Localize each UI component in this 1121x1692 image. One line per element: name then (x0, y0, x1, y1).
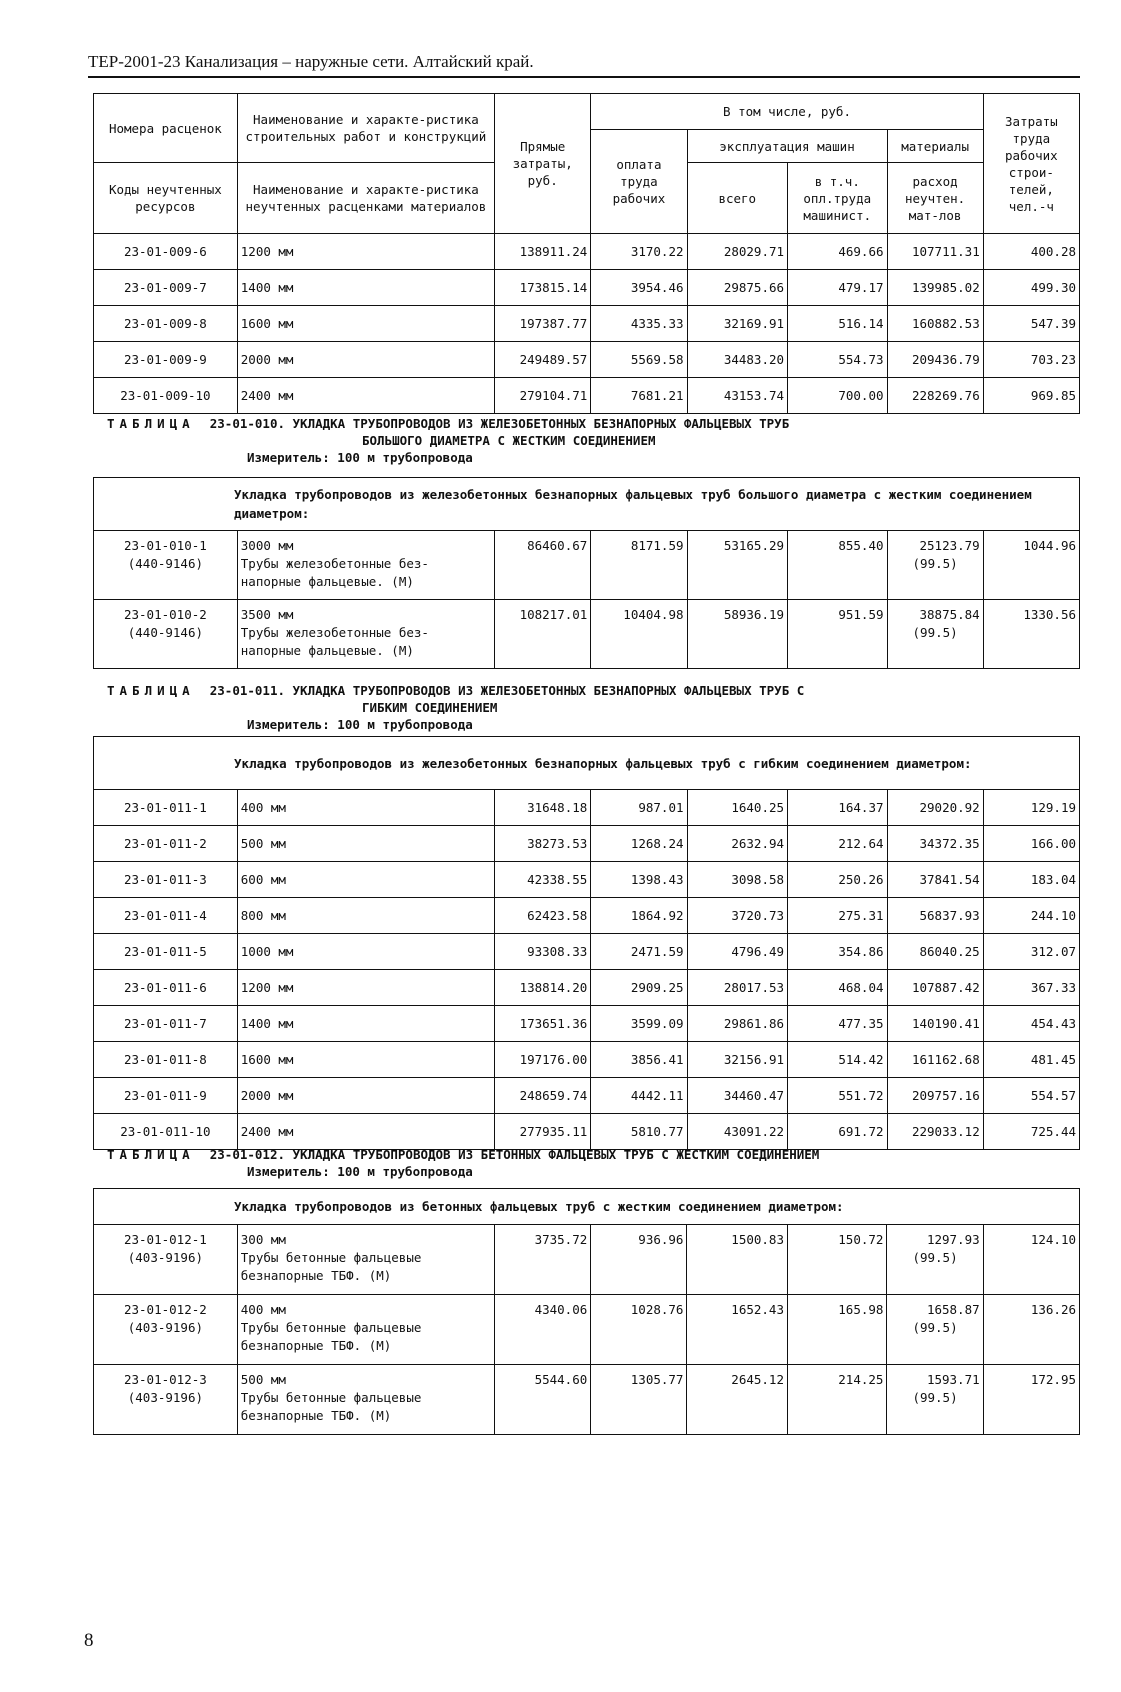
machines-operators: 551.72 (788, 1078, 887, 1114)
labor-hours: 400.28 (983, 234, 1079, 270)
resource-code: (403-9196) (127, 1390, 204, 1405)
direct-cost: 197387.77 (495, 306, 591, 342)
rates-table-012 (93, 1188, 1080, 1435)
work-name: 1400 мм (237, 270, 494, 306)
col-header-labor-pay: оплата труда рабочих (591, 130, 687, 234)
labor-pay: 1398.43 (591, 862, 687, 898)
materials: 25123.79 (919, 538, 980, 553)
work-name: 1600 мм (237, 1042, 494, 1078)
materials-cell (887, 600, 983, 669)
work-name: 600 мм (237, 862, 494, 898)
machines-operators: 468.04 (788, 970, 887, 1006)
section-011-title: ТАБЛИЦА 23-01-011. УКЛАДКА ТРУБОПРОВОДОВ ИЗ ЖЕЛЕЗОБЕТОННЫХ БЕЗНАПОРНЫХ ФАЛЬЦЕВЫХ ТРУБ С ГИБКИМ СОЕДИНЕНИЕМ Измеритель: 100 м трубопровода (107, 683, 805, 732)
work-name: 500 мм (237, 826, 494, 862)
table-row (94, 270, 1080, 306)
machines-total: 34460.47 (687, 1078, 788, 1114)
labor-pay: 936.96 (591, 1225, 687, 1295)
work-name: 1400 мм (237, 1006, 494, 1042)
work-name: 2000 мм (237, 342, 494, 378)
rate-code-cell (94, 531, 238, 600)
machines-total: 28017.53 (687, 970, 788, 1006)
materials-expense: (99.5) (912, 1390, 958, 1405)
labor-pay: 5810.77 (591, 1114, 687, 1150)
labor-pay: 4335.33 (591, 306, 687, 342)
labor-pay: 987.01 (591, 790, 687, 826)
table-row (94, 342, 1080, 378)
col-header-including-rub: В том числе, руб. (591, 94, 983, 130)
resource-code: (403-9196) (127, 1320, 204, 1335)
rate-code-cell (94, 1295, 238, 1365)
col-header-materials-expense: расход неучтен. мат-лов (887, 163, 983, 234)
rate-code: 23-01-011-10 (94, 1114, 238, 1150)
col-header-name-bottom: Наименование и характе-ристика неучтенных расценками материалов (237, 163, 494, 234)
materials: 209436.79 (887, 342, 983, 378)
rate-code: 23-01-009-7 (94, 270, 238, 306)
machines-total: 3720.73 (687, 898, 788, 934)
labor-pay: 4442.11 (591, 1078, 687, 1114)
labor-hours: 481.45 (983, 1042, 1079, 1078)
machines-total: 1500.83 (687, 1225, 788, 1295)
labor-hours: 312.07 (983, 934, 1079, 970)
section-010-intro: Укладка трубопроводов из железобетонных безнапорных фальцевых труб большого диаметра с жестким соединением диаметром: (94, 478, 1080, 531)
materials: 29020.92 (887, 790, 983, 826)
table-row (94, 1042, 1080, 1078)
materials-expense: (99.5) (912, 556, 958, 571)
table-row (94, 1365, 1080, 1435)
rate-code: 23-01-010-2 (123, 607, 207, 622)
materials: 1658.87 (926, 1302, 980, 1317)
machines-operators: 514.42 (788, 1042, 887, 1078)
materials-cell (887, 1295, 983, 1365)
machines-operators: 250.26 (788, 862, 887, 898)
direct-cost: 42338.55 (495, 862, 591, 898)
materials: 107887.42 (887, 970, 983, 1006)
section-011-intro: Укладка трубопроводов из железобетонных безнапорных фальцевых труб с гибким соединением диаметром: (94, 737, 1080, 790)
labor-pay: 3954.46 (591, 270, 687, 306)
materials: 86040.25 (887, 934, 983, 970)
machines-total: 1652.43 (687, 1295, 788, 1365)
materials-cell (887, 1365, 983, 1435)
col-header-machines: эксплуатация машин (687, 130, 887, 163)
page-number: 8 (84, 1630, 94, 1651)
machines-operators: 479.17 (788, 270, 887, 306)
direct-cost: 3735.72 (495, 1225, 591, 1295)
machines-total: 43153.74 (687, 378, 788, 414)
materials-cell (887, 1225, 983, 1295)
labor-hours: 244.10 (983, 898, 1079, 934)
labor-hours: 183.04 (983, 862, 1079, 898)
machines-total: 1640.25 (687, 790, 788, 826)
col-header-materials: материалы (887, 130, 983, 163)
direct-cost: 173651.36 (495, 1006, 591, 1042)
machines-total: 32169.91 (687, 306, 788, 342)
labor-hours: 136.26 (983, 1295, 1079, 1365)
materials: 160882.53 (887, 306, 983, 342)
col-header-labor-hours: Затраты труда рабочих строи-телей, чел.-ч (983, 94, 1079, 234)
page-header: ТЕР-2001-23 Канализация – наружные сети. Алтайский край. (88, 52, 1080, 78)
direct-cost: 248659.74 (495, 1078, 591, 1114)
rate-code: 23-01-011-8 (94, 1042, 238, 1078)
labor-hours: 969.85 (983, 378, 1079, 414)
direct-cost: 108217.01 (495, 600, 591, 669)
labor-pay: 1028.76 (591, 1295, 687, 1365)
col-header-direct-cost: Прямые затраты, руб. (495, 94, 591, 234)
table-row (94, 862, 1080, 898)
rate-code: 23-01-009-6 (94, 234, 238, 270)
machines-total: 32156.91 (687, 1042, 788, 1078)
rate-code: 23-01-012-2 (123, 1302, 207, 1317)
machines-total: 2645.12 (687, 1365, 788, 1435)
materials: 38875.84 (919, 607, 980, 622)
machines-total: 43091.22 (687, 1114, 788, 1150)
materials: 228269.76 (887, 378, 983, 414)
col-header-name-top: Наименование и характе-ристика строительных работ и конструкций (237, 94, 494, 163)
work-name: 400 мм Трубы бетонные фальцевые безнапорные ТБФ. (М) (237, 1295, 494, 1365)
direct-cost: 277935.11 (495, 1114, 591, 1150)
col-header-machines-total: всего (687, 163, 788, 234)
labor-pay: 1305.77 (591, 1365, 687, 1435)
section-012-title: ТАБЛИЦА 23-01-012. УКЛАДКА ТРУБОПРОВОДОВ ИЗ БЕТОННЫХ ФАЛЬЦЕВЫХ ТРУБ С ЖЕСТКИМ СОЕДИНЕНИЕМ Измеритель: 100 м трубопровода (107, 1147, 820, 1179)
rate-code: 23-01-011-2 (94, 826, 238, 862)
materials: 34372.35 (887, 826, 983, 862)
machines-operators: 855.40 (788, 531, 887, 600)
labor-pay: 2909.25 (591, 970, 687, 1006)
labor-hours: 554.57 (983, 1078, 1079, 1114)
labor-hours: 129.19 (983, 790, 1079, 826)
rate-code: 23-01-012-3 (123, 1372, 207, 1387)
labor-hours: 1330.56 (983, 600, 1079, 669)
table-row (94, 1006, 1080, 1042)
work-name: 1600 мм (237, 306, 494, 342)
table-row (94, 1295, 1080, 1365)
labor-hours: 454.43 (983, 1006, 1079, 1042)
direct-cost: 62423.58 (495, 898, 591, 934)
table-row (94, 600, 1080, 669)
work-name: 2000 мм (237, 1078, 494, 1114)
rate-code: 23-01-011-4 (94, 898, 238, 934)
labor-pay: 8171.59 (591, 531, 687, 600)
section-012-intro: Укладка трубопроводов из бетонных фальцевых труб с жестким соединением диаметром: (94, 1189, 1080, 1225)
labor-hours: 1044.96 (983, 531, 1079, 600)
labor-hours: 725.44 (983, 1114, 1079, 1150)
labor-hours: 166.00 (983, 826, 1079, 862)
work-name: 3000 мм Трубы железобетонные без- напорные фальцевые. (М) (237, 531, 494, 600)
labor-pay: 7681.21 (591, 378, 687, 414)
machines-total: 58936.19 (687, 600, 788, 669)
machines-operators: 516.14 (788, 306, 887, 342)
labor-pay: 10404.98 (591, 600, 687, 669)
labor-pay: 3170.22 (591, 234, 687, 270)
machines-total: 3098.58 (687, 862, 788, 898)
machines-total: 29875.66 (687, 270, 788, 306)
labor-hours: 124.10 (983, 1225, 1079, 1295)
labor-pay: 3599.09 (591, 1006, 687, 1042)
col-header-codes-bottom: Коды неучтенных ресурсов (94, 163, 238, 234)
machines-operators: 165.98 (787, 1295, 886, 1365)
labor-hours: 172.95 (983, 1365, 1079, 1435)
direct-cost: 249489.57 (495, 342, 591, 378)
rate-code-cell (94, 600, 238, 669)
rate-code: 23-01-011-7 (94, 1006, 238, 1042)
work-name: 400 мм (237, 790, 494, 826)
rate-code: 23-01-009-9 (94, 342, 238, 378)
work-name: 2400 мм (237, 1114, 494, 1150)
rate-code: 23-01-011-3 (94, 862, 238, 898)
machines-operators: 214.25 (787, 1365, 886, 1435)
resource-code: (440-9146) (127, 556, 204, 571)
labor-hours: 367.33 (983, 970, 1079, 1006)
direct-cost: 197176.00 (495, 1042, 591, 1078)
resource-code: (403-9196) (127, 1250, 204, 1265)
materials: 140190.41 (887, 1006, 983, 1042)
rate-code-cell (94, 1365, 238, 1435)
machines-operators: 691.72 (788, 1114, 887, 1150)
labor-pay: 3856.41 (591, 1042, 687, 1078)
col-header-machines-operators: в т.ч. опл.труда машинист. (788, 163, 887, 234)
materials: 56837.93 (887, 898, 983, 934)
machines-operators: 554.73 (788, 342, 887, 378)
machines-operators: 477.35 (788, 1006, 887, 1042)
rates-table-010 (93, 477, 1080, 669)
rate-code: 23-01-009-8 (94, 306, 238, 342)
labor-hours: 499.30 (983, 270, 1079, 306)
rate-code: 23-01-011-9 (94, 1078, 238, 1114)
machines-operators: 275.31 (788, 898, 887, 934)
materials-expense: (99.5) (912, 625, 958, 640)
table-row (94, 934, 1080, 970)
machines-total: 28029.71 (687, 234, 788, 270)
rate-code: 23-01-012-1 (123, 1232, 207, 1247)
table-row (94, 898, 1080, 934)
work-name: 300 мм Трубы бетонные фальцевые безнапорные ТБФ. (М) (237, 1225, 494, 1295)
work-name: 2400 мм (237, 378, 494, 414)
labor-pay: 1864.92 (591, 898, 687, 934)
direct-cost: 38273.53 (495, 826, 591, 862)
work-name: 500 мм Трубы бетонные фальцевые безнапорные ТБФ. (М) (237, 1365, 494, 1435)
machines-total: 53165.29 (687, 531, 788, 600)
direct-cost: 93308.33 (495, 934, 591, 970)
rate-code-cell (94, 1225, 238, 1295)
labor-pay: 1268.24 (591, 826, 687, 862)
table-row (94, 1078, 1080, 1114)
resource-code: (440-9146) (127, 625, 204, 640)
table-row (94, 306, 1080, 342)
labor-pay: 2471.59 (591, 934, 687, 970)
labor-hours: 703.23 (983, 342, 1079, 378)
materials-expense: (99.5) (912, 1250, 958, 1265)
machines-total: 4796.49 (687, 934, 788, 970)
work-name: 1200 мм (237, 970, 494, 1006)
materials: 139985.02 (887, 270, 983, 306)
labor-pay: 5569.58 (591, 342, 687, 378)
rate-code: 23-01-011-5 (94, 934, 238, 970)
materials: 107711.31 (887, 234, 983, 270)
direct-cost: 31648.18 (495, 790, 591, 826)
work-name: 3500 мм Трубы железобетонные без- напорные фальцевые. (М) (237, 600, 494, 669)
materials: 229033.12 (887, 1114, 983, 1150)
work-name: 1000 мм (237, 934, 494, 970)
rates-table-011 (93, 736, 1080, 1150)
direct-cost: 138814.20 (495, 970, 591, 1006)
table-row (94, 378, 1080, 414)
labor-hours: 547.39 (983, 306, 1079, 342)
machines-operators: 469.66 (788, 234, 887, 270)
table-row (94, 826, 1080, 862)
table-row (94, 1114, 1080, 1150)
table-row (94, 970, 1080, 1006)
work-name: 800 мм (237, 898, 494, 934)
direct-cost: 138911.24 (495, 234, 591, 270)
machines-total: 29861.86 (687, 1006, 788, 1042)
section-010-title: ТАБЛИЦА 23-01-010. УКЛАДКА ТРУБОПРОВОДОВ ИЗ ЖЕЛЕЗОБЕТОННЫХ БЕЗНАПОРНЫХ ФАЛЬЦЕВЫХ ТРУБ БОЛЬШОГО ДИАМЕТРА С ЖЕСТКИМ СОЕДИНЕНИЕМ Измеритель: 100 м трубопровода (107, 416, 790, 465)
direct-cost: 279104.71 (495, 378, 591, 414)
machines-operators: 164.37 (788, 790, 887, 826)
table-row (94, 531, 1080, 600)
materials-cell (887, 531, 983, 600)
materials: 161162.68 (887, 1042, 983, 1078)
materials-expense: (99.5) (912, 1320, 958, 1335)
machines-operators: 354.86 (788, 934, 887, 970)
direct-cost: 173815.14 (495, 270, 591, 306)
machines-operators: 212.64 (788, 826, 887, 862)
materials: 209757.16 (887, 1078, 983, 1114)
materials: 1297.93 (926, 1232, 980, 1247)
table-row (94, 1225, 1080, 1295)
machines-total: 2632.94 (687, 826, 788, 862)
machines-total: 34483.20 (687, 342, 788, 378)
direct-cost: 86460.67 (495, 531, 591, 600)
direct-cost: 4340.06 (495, 1295, 591, 1365)
col-header-codes-top: Номера расценок (94, 94, 238, 163)
materials: 1593.71 (926, 1372, 980, 1387)
work-name: 1200 мм (237, 234, 494, 270)
rate-code: 23-01-011-6 (94, 970, 238, 1006)
table-row (94, 234, 1080, 270)
machines-operators: 150.72 (787, 1225, 886, 1295)
materials: 37841.54 (887, 862, 983, 898)
rate-code: 23-01-010-1 (123, 538, 207, 553)
machines-operators: 951.59 (788, 600, 887, 669)
rate-code: 23-01-009-10 (94, 378, 238, 414)
table-row (94, 790, 1080, 826)
direct-cost: 5544.60 (495, 1365, 591, 1435)
machines-operators: 700.00 (788, 378, 887, 414)
table-header-grid (93, 93, 1080, 414)
rate-code: 23-01-011-1 (94, 790, 238, 826)
